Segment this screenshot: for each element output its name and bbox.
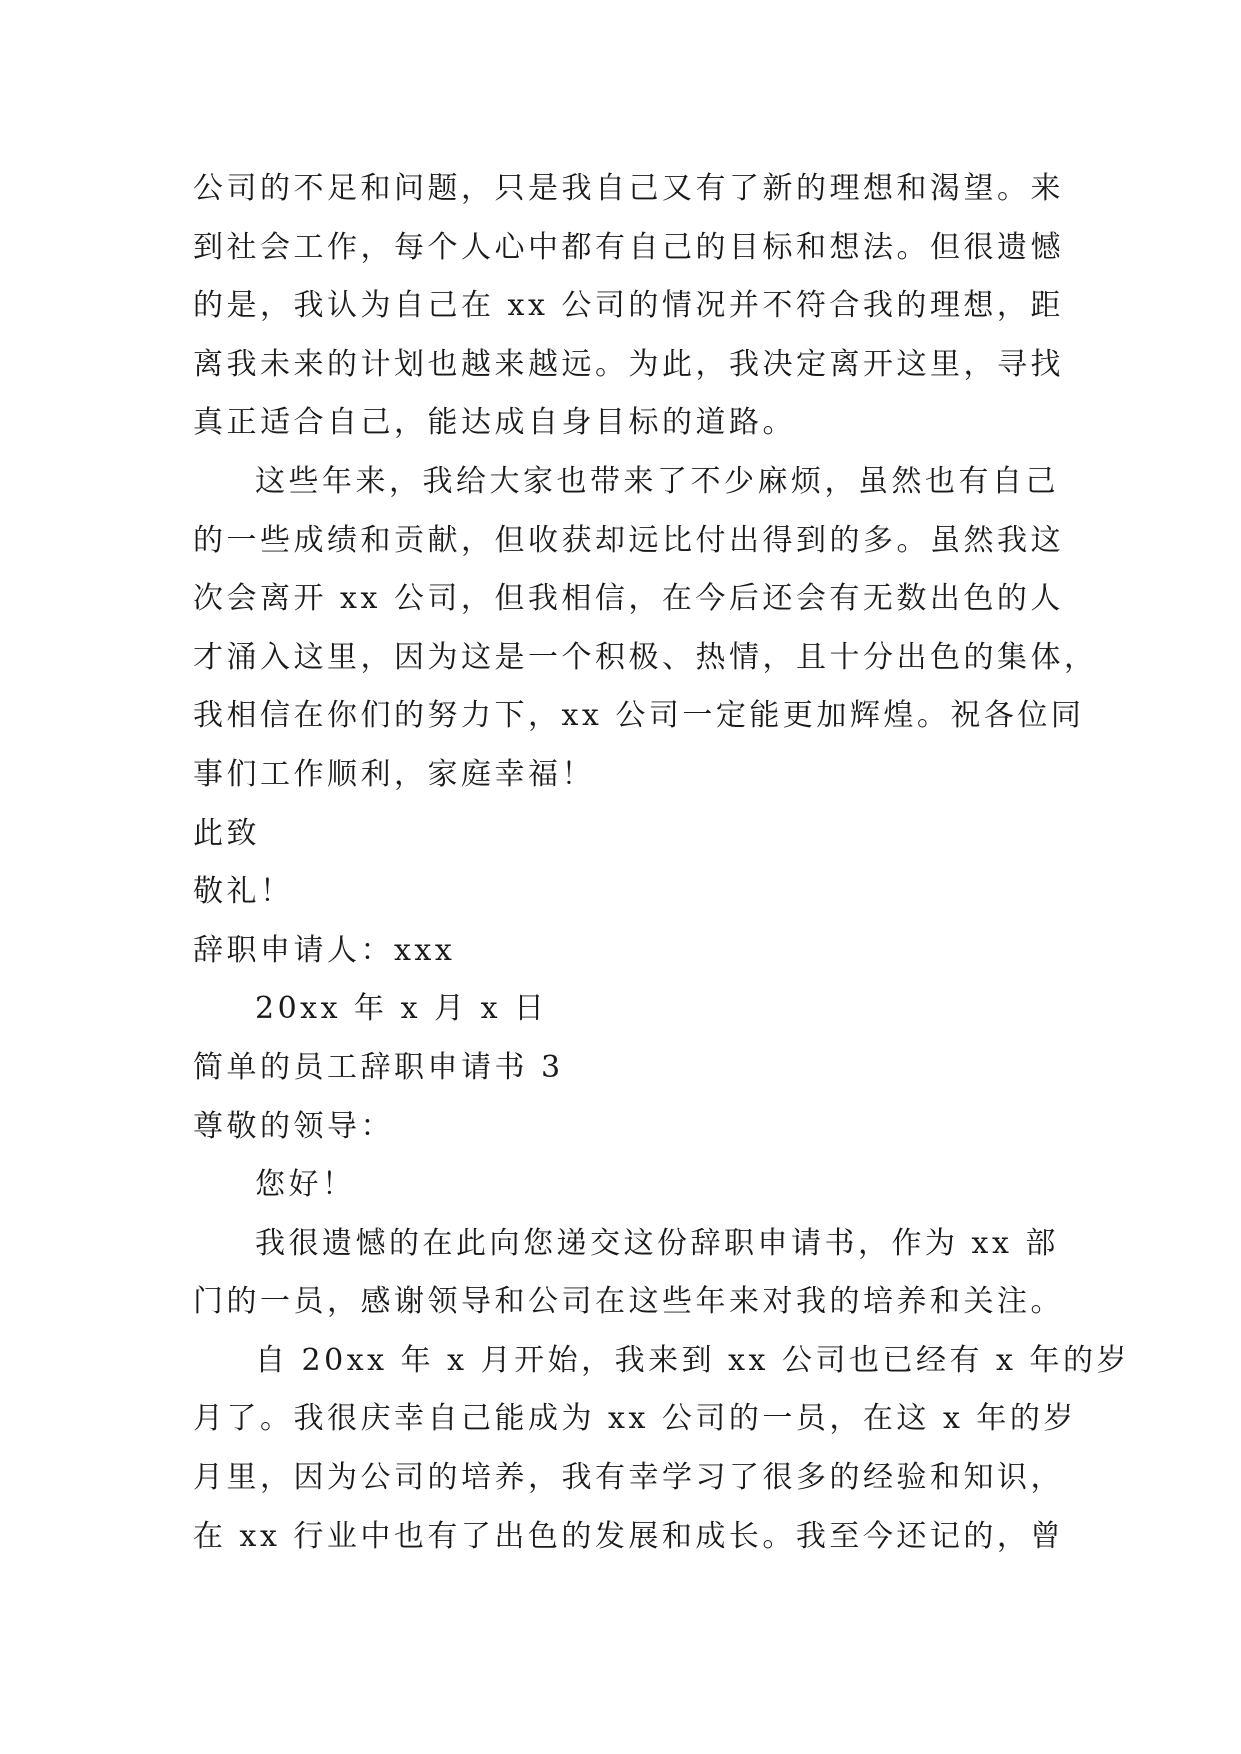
text-line: 真正适合自己，能达成自身目标的道路。 <box>193 405 796 441</box>
text-line: 才涌入这里，因为这是一个积极、热情，且十分出色的集体， <box>193 639 1098 675</box>
paragraph-first-line: 这些年来，我给大家也带来了不少麻烦，虽然也有自己 <box>255 463 1059 499</box>
text-line: 的是，我认为自己在 xx 公司的情况并不符合我的理想，距 <box>193 288 1064 324</box>
text-line: 次会离开 xx 公司，但我相信，在今后还会有无数出色的人 <box>193 581 1064 617</box>
salutation-line: 敬礼！ <box>193 874 294 910</box>
text-line: 月里，因为公司的培养，我有幸学习了很多的经验和知识， <box>193 1460 1064 1496</box>
text-line: 月了。我很庆幸自己能成为 xx 公司的一员，在这 x 年的岁 <box>193 1401 1077 1437</box>
signature-line: 辞职申请人：xxx <box>193 932 456 968</box>
document-body <box>193 160 1130 1566</box>
text-line: 门的一员，感谢领导和公司在这些年来对我的培养和关注。 <box>193 1284 1064 1320</box>
text-line: 的一些成绩和贡献，但收获却远比付出得到的多。虽然我这 <box>193 522 1064 558</box>
text-line: 事们工作顺利，家庭幸福！ <box>193 756 595 792</box>
text-line: 公司的不足和问题，只是我自己又有了新的理想和渴望。来 <box>193 171 1064 206</box>
greeting-line: 尊敬的领导： <box>193 1108 394 1144</box>
text-line: 在 xx 行业中也有了出色的发展和成长。我至今还记的，曾 <box>193 1518 1064 1554</box>
text-line: 到社会工作，每个人心中都有自己的目标和想法。但很遗憾 <box>193 229 1064 265</box>
hello-line: 您好！ <box>255 1167 356 1203</box>
date-line: 20xx 年 x 月 x 日 <box>255 991 548 1027</box>
closing-line: 此致 <box>193 815 260 851</box>
paragraph-first-line: 我很遗憾的在此向您递交这份辞职申请书，作为 xx 部 <box>255 1225 1059 1261</box>
text-line: 我相信在你们的努力下，xx 公司一定能更加辉煌。祝各位同 <box>193 698 1085 734</box>
paragraph-first-line: 自 20xx 年 x 月开始，我来到 xx 公司也已经有 x 年的岁 <box>255 1342 1130 1378</box>
section-title: 简单的员工辞职申请书 3 <box>193 1049 564 1085</box>
text-line: 离我未来的计划也越来越远。为此，我决定离开这里，寻找 <box>193 346 1064 382</box>
